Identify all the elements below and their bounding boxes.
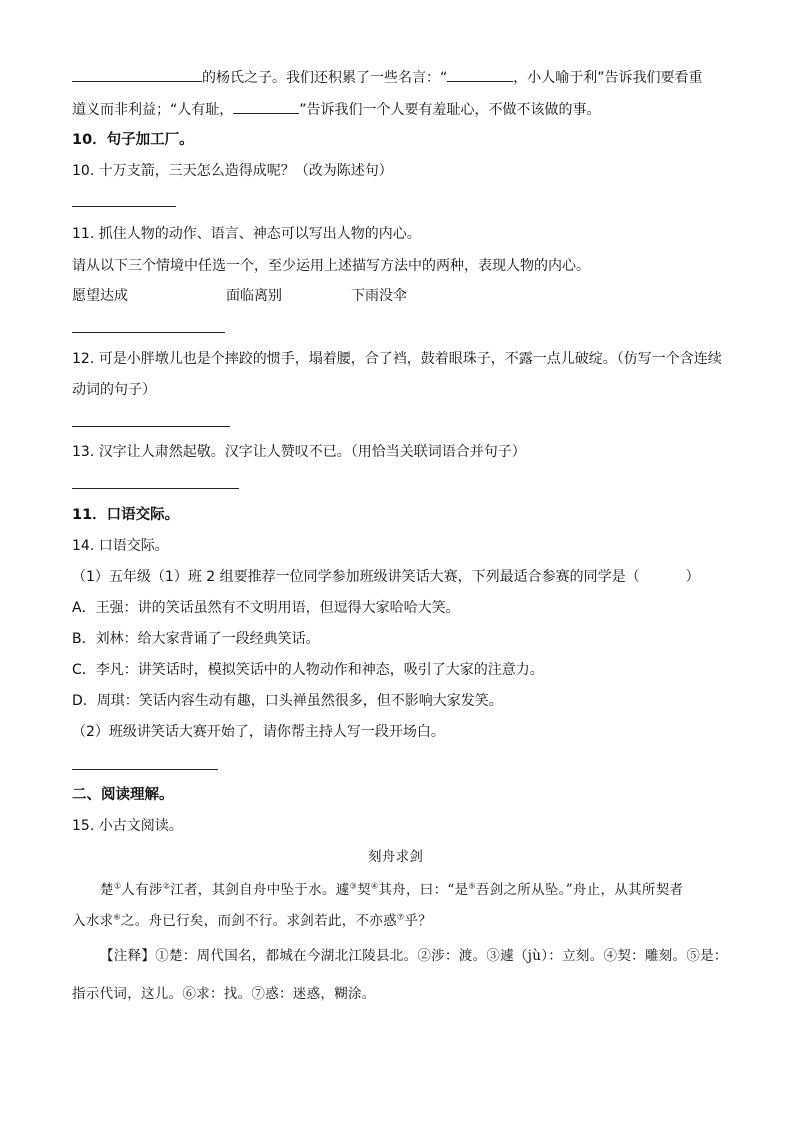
notes-line-1: 【注释】①楚：周代国名，都城在今湖北江陵县北。②涉：渡。③遽（jù）：立刻。④契：雕刻。⑤是：	[100, 948, 728, 964]
choice-b: B．刘林：给大家背诵了一段经典笑话。	[72, 631, 320, 647]
question-14-1: （1）五年级（1）班 2 组要推荐一位同学参加班级讲笑话大赛，下列最适合参赛的同学是（ ）	[72, 569, 700, 585]
question-13: 13. 汉字让人肃然起敬。汉字让人赞叹不已。（用恰当关联词语合并句子）	[72, 444, 526, 460]
choice-a: A．王强：讲的笑话虽然有不文明用语，但逗得大家哈哈大笑。	[72, 600, 460, 616]
question-11-instruction: 请从以下三个情境中任选一个，至少运用上述描写方法中的两种，表现人物的内心。	[72, 258, 590, 274]
intro-line-2: 道义而非利益；“人有耻， ”告诉我们一个人要有羞耻心，不做不该做的事。	[72, 98, 601, 120]
intro-line-1: 的杨氏之子。我们还积累了一些名言：“ ，小人喻于利”告诉我们要看重	[72, 66, 703, 88]
passage-line-2: 入水求⑥之。舟已行矣，而剑不行。求剑若此，不亦惑⑦乎？	[72, 912, 432, 929]
question-12: 12. 可是小胖墩儿也是个摔跤的惯手，塌着腰，合了裆，鼓着眼珠子，不露一点儿破绽。（仿写一个含连续	[72, 351, 722, 367]
question-14: 14. 口语交际。	[72, 538, 169, 554]
question-10: 10. 十万支箭，三天怎么造得成呢？（改为陈述句）	[72, 163, 393, 179]
answer-blank[interactable]	[447, 66, 513, 82]
answer-line[interactable]	[72, 769, 218, 770]
answer-line[interactable]	[72, 206, 176, 207]
section-heading: 11．口语交际。	[72, 507, 180, 523]
question-12-cont: 动词的句子）	[72, 382, 156, 398]
section-heading: 10．句子加工厂。	[72, 132, 194, 148]
answer-blank[interactable]	[72, 66, 202, 82]
notes-line-2: 指示代词，这儿。⑥求：找。⑦惑：迷惑，糊涂。	[72, 986, 376, 1002]
passage-title: 刻舟求剑	[368, 849, 424, 865]
answer-blank[interactable]	[233, 98, 299, 114]
choice-d: D．周琪：笑话内容生动有趣，口头禅虽然很多，但不影响大家发笑。	[72, 693, 503, 709]
scenario-option: 面临离别	[226, 288, 282, 304]
answer-line[interactable]	[72, 332, 225, 333]
question-14-2: （2）班级讲笑话大赛开始了，请你帮主持人写一段开场白。	[72, 724, 445, 740]
question-15: 15. 小古文阅读。	[72, 818, 183, 834]
scenario-option: 愿望达成	[72, 288, 128, 304]
answer-line[interactable]	[72, 426, 230, 427]
answer-line[interactable]	[72, 488, 239, 489]
question-11: 11. 抓住人物的动作、语言、神态可以写出人物的内心。	[72, 226, 421, 242]
part-heading: 二、阅读理解。	[72, 787, 174, 803]
choice-c: C．李凡：讲笑话时，模拟笑话中的人物动作和神态，吸引了大家的注意力。	[72, 662, 544, 678]
scenario-option: 下雨没伞	[351, 288, 407, 304]
passage-line-1: 楚①人有涉②江者，其剑自舟中坠于水。遽③契④其舟，曰：“是⑤吾剑之所从坠。”舟止，从其所契者	[100, 881, 684, 898]
